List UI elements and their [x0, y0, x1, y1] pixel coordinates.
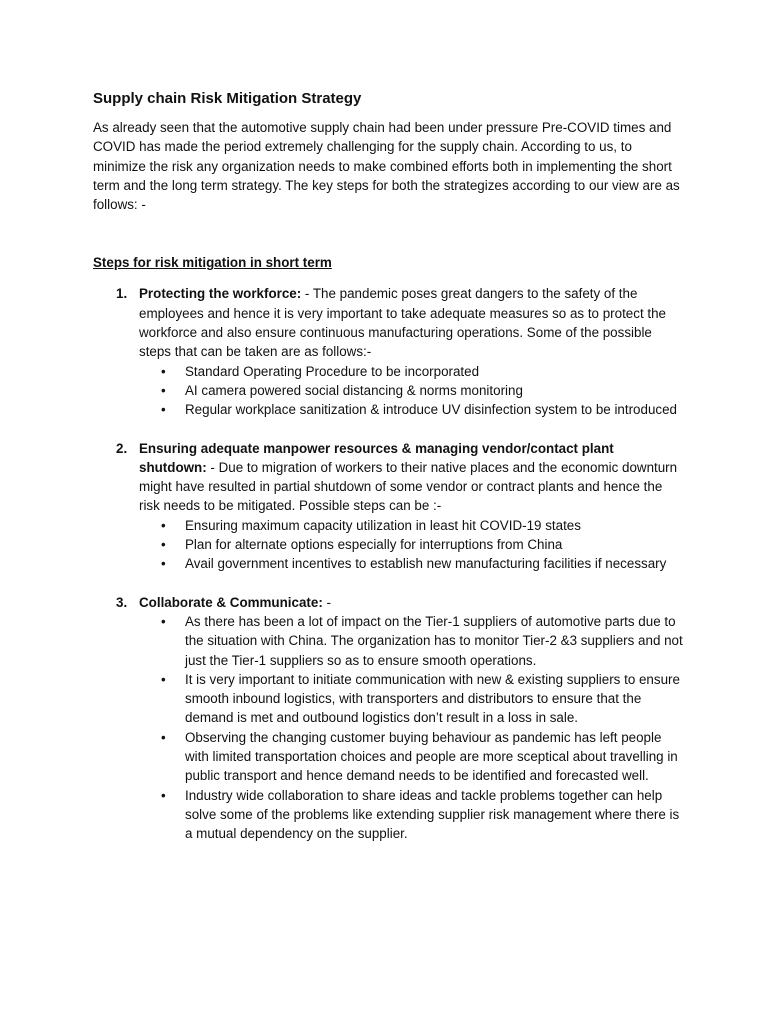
steps-list	[93, 284, 683, 843]
bullet-list	[139, 516, 683, 574]
bullet-text: Standard Operating Procedure to be incorporated	[185, 363, 480, 379]
step-item	[93, 439, 683, 574]
bullet-text: It is very important to initiate communication with new & existing suppliers to ensure smooth inbound logistics, with transporters and distributors to ensure that the demand is met and outbound logistics don’t result in a loss in sale.	[185, 671, 680, 726]
step-item	[93, 593, 683, 844]
bullet-item	[139, 670, 683, 728]
bullet-text: Observing the changing customer buying behaviour as pandemic has left people with limited transportation choices and people are more sceptical about travelling in public transport and hence demand needs to be identified and forecasted well.	[185, 729, 678, 784]
bullet-item	[139, 362, 683, 381]
bullet-text: Ensuring maximum capacity utilization in least hit COVID-19 states	[185, 517, 581, 533]
step-item	[93, 284, 683, 419]
bullet-icon: •	[161, 729, 166, 745]
bullet-item	[139, 554, 683, 573]
bullet-icon: •	[161, 613, 166, 629]
step-text: - The pandemic poses great dangers to the safety of the employees and hence it is very important to take adequate measures so as to protect the workforce and also ensure continuous manufacturing operations. Some of the possible steps that can be taken are as follows:-	[139, 286, 666, 360]
bullet-icon: •	[161, 517, 166, 533]
step-lead: Protecting the workforce:	[139, 286, 302, 302]
bullet-icon: •	[161, 537, 166, 553]
bullet-text: Avail government incentives to establish new manufacturing facilities if necessary	[185, 556, 667, 572]
bullet-text: Plan for alternate options especially for interruptions from China	[185, 537, 563, 553]
step-text: - Due to migration of workers to their native places and the economic downturn might have resulted in partial shutdown of some vendor or contract plants and hence the risk needs to be mitigated. Possible steps can be :-	[139, 459, 678, 514]
bullet-text: Regular workplace sanitization & introduce UV disinfection system to be introduced	[185, 402, 677, 418]
bullet-list	[139, 612, 683, 844]
intro-paragraph: As already seen that the automotive supply chain had been under pressure Pre-COVID times and COVID has made the period extremely challenging for the supply chain. According to us, to minimize the risk any organization needs to make combined efforts both in implementing the short term and the long term strategy. The key steps for both the strategizes according to our view are as follows: -	[93, 120, 680, 213]
bullet-icon: •	[161, 556, 166, 572]
bullet-icon: •	[161, 382, 166, 398]
bullet-text: AI camera powered social distancing & norms monitoring	[185, 382, 523, 398]
step-lead: Ensuring adequate manpower resources & managing vendor/contact plant shutdown:	[139, 440, 614, 475]
step-text: -	[322, 594, 331, 610]
bullet-text: Industry wide collaboration to share ideas and tackle problems together can help solve some of the problems like extending supplier risk management where there is a mutual dependency on the supplier.	[185, 787, 680, 842]
step-number: 1.	[116, 286, 128, 302]
bullet-icon: •	[161, 402, 166, 418]
bullet-list	[139, 362, 683, 420]
document-page	[93, 88, 683, 863]
bullet-item	[139, 612, 683, 670]
bullet-icon: •	[161, 787, 166, 803]
bullet-item	[139, 786, 683, 844]
section-heading: Steps for risk mitigation in short term	[93, 255, 332, 271]
bullet-icon: •	[161, 363, 166, 379]
bullet-item	[139, 535, 683, 554]
step-lead: Collaborate & Communicate:	[139, 594, 323, 610]
bullet-icon: •	[161, 671, 166, 687]
bullet-item	[139, 516, 683, 535]
bullet-text: As there has been a lot of impact on the Tier-1 suppliers of automotive parts due to the situation with China. The organization has to monitor Tier-2 &3 suppliers and not just the Tier-1 suppliers so as to ensure smooth operations.	[185, 613, 683, 668]
step-number: 3.	[116, 594, 128, 610]
bullet-item	[139, 381, 683, 400]
bullet-item	[139, 400, 683, 419]
page-title: Supply chain Risk Mitigation Strategy	[93, 90, 362, 107]
bullet-item	[139, 728, 683, 786]
step-number: 2.	[116, 440, 128, 456]
